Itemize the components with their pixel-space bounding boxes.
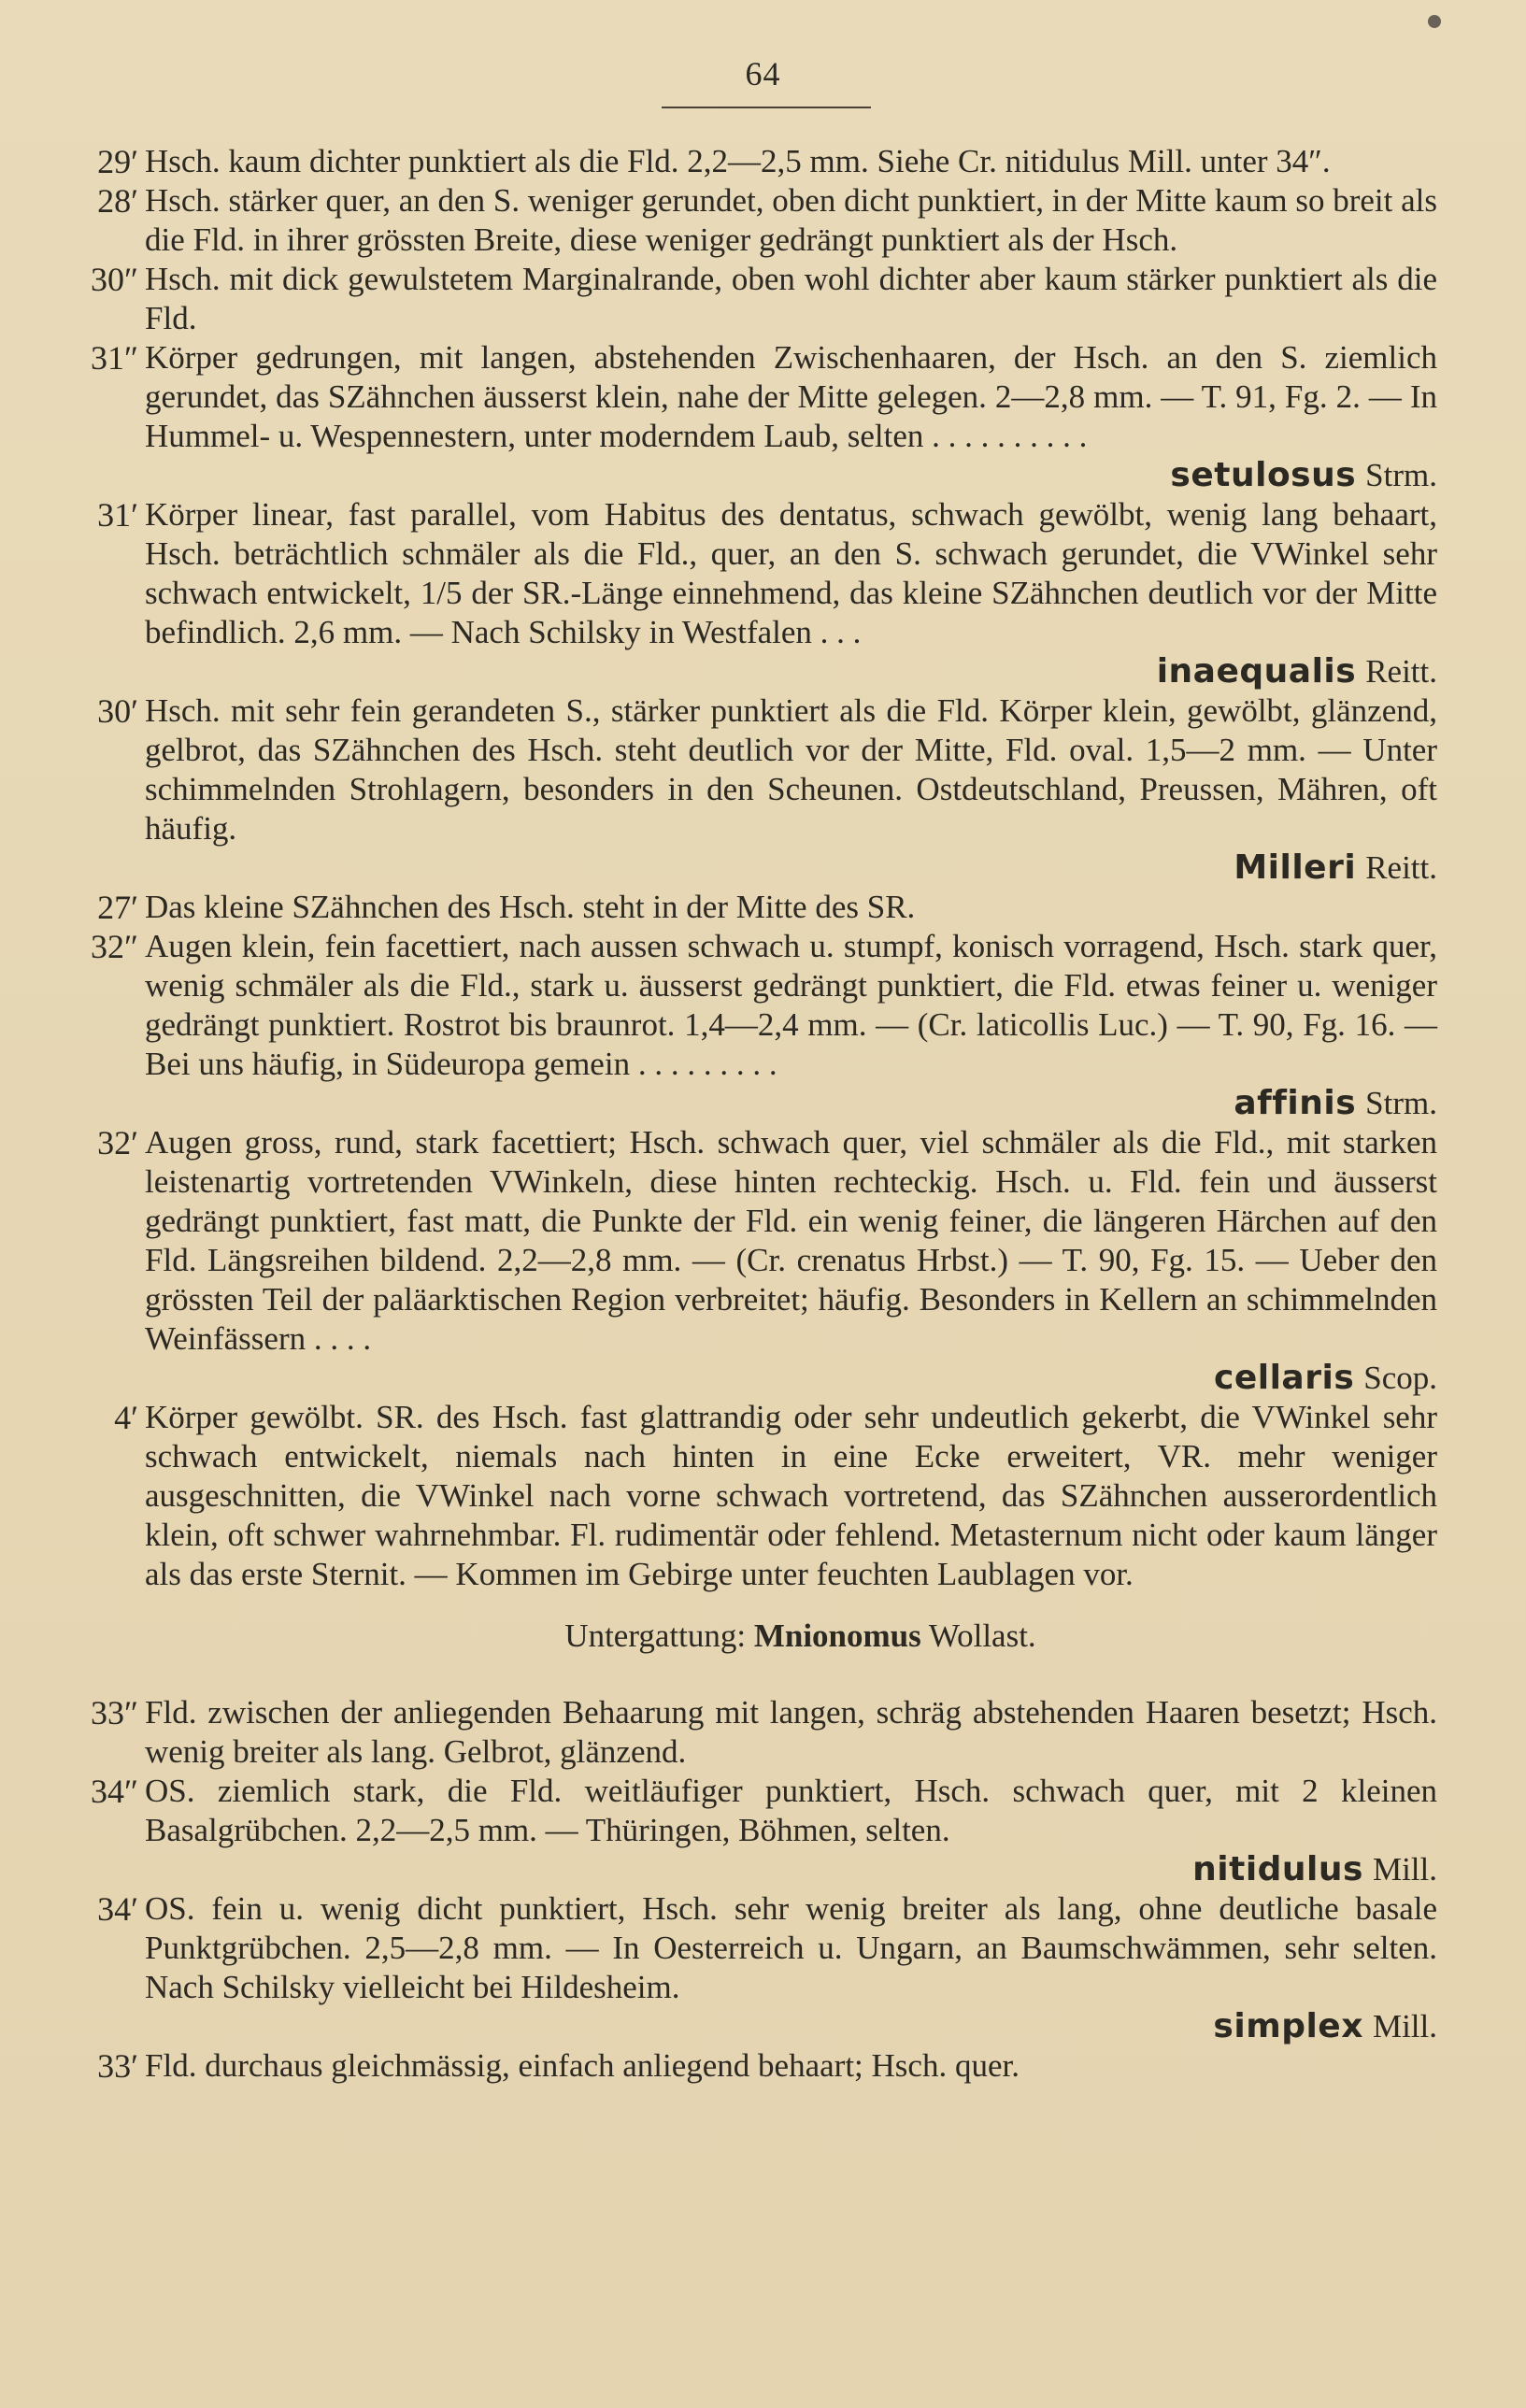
- entry-text: Hsch. mit sehr fein gerandeten S., stärker punktiert als die Fld. Körper klein, gewölbt, glänzend, gelbrot, das SZähnchen des Hsch. steht deutlich vor der Mitte, Fld. oval. 1,5—2 mm. — Unter schimmelnden Strohlagern, besonders in den Scheunen. Ostdeutschland, Preussen, Mähren, oft häufig.: [145, 692, 1437, 847]
- key-entry-34b: [97, 1889, 1437, 2046]
- ink-spot: [1428, 15, 1441, 28]
- species-line: [145, 1359, 1437, 1398]
- header-rule: [662, 107, 871, 108]
- species-author: Scop.: [1363, 1360, 1437, 1396]
- species-line: [145, 1850, 1437, 1889]
- entry-number: 27′: [97, 889, 138, 926]
- key-entry-4b: [114, 1398, 1437, 1594]
- entry-number: 4′: [114, 1399, 138, 1436]
- key-entry-31a: [91, 338, 1437, 495]
- entry-number: 31″: [91, 339, 138, 377]
- subgenus-label: Untergattung:: [564, 1617, 747, 1654]
- entry-text: Das kleine SZähnchen des Hsch. steht in der Mitte des SR.: [145, 889, 916, 925]
- subgenus-author: Wollast.: [928, 1617, 1036, 1654]
- species-author: Mill.: [1372, 2008, 1437, 2045]
- entry-number: 34″: [91, 1773, 138, 1810]
- entry-number: 30″: [91, 261, 138, 298]
- entry-number: 31′: [97, 496, 138, 534]
- species-author: Mill.: [1372, 1851, 1437, 1888]
- entry-text: Hsch. kaum dichter punktiert als die Fld. 2,2—2,5 mm. Siehe Cr. nitidulus Mill. unter 34″.: [145, 143, 1331, 179]
- entry-number: 28′: [97, 182, 138, 220]
- entry-text: Augen klein, fein facettiert, nach aussen schwach u. stumpf, konisch vorragend, Hsch. stark quer, wenig schmäler als die Fld., stark u. äusserst gedrängt punktiert, die Fld. etwas feiner u. weniger gedrängt punktiert. Rostrot bis braunrot. 1,4—2,4 mm. — (Cr. laticollis Luc.) — T. 90, Fg. 16. — Bei uns häufig, in Südeuropa gemein . . . . . . . . .: [145, 928, 1437, 1082]
- key-entry-28b: [97, 181, 1437, 260]
- entry-text: Fld. durchaus gleichmässig, einfach anliegend behaart; Hsch. quer.: [145, 2047, 1020, 2084]
- key-entry-27b: [97, 888, 1437, 927]
- key-entry-32b: [97, 1123, 1437, 1398]
- species-name: cellaris: [1214, 1359, 1355, 1397]
- entry-text: Körper linear, fast parallel, vom Habitus des dentatus, schwach gewölbt, wenig lang behaart, Hsch. beträchtlich schmäler als die Fld., quer, an den S. schwach gerundet, die VWinkel sehr schwach entwickelt, 1/5 der SR.-Länge einnehmend, das kleine SZähnchen deutlich vor der Mitte befindlich. 2,6 mm. — Nach Schilsky in Westfalen . . .: [145, 496, 1437, 650]
- entry-text: Hsch. mit dick gewulstetem Marginalrande, oben wohl dichter aber kaum stärker punktiert als die Fld.: [145, 261, 1437, 336]
- species-name: simplex: [1213, 2007, 1363, 2045]
- subgenus-name: Mnionomus: [753, 1617, 921, 1654]
- species-line: [145, 456, 1437, 495]
- species-name: nitidulus: [1192, 1850, 1363, 1888]
- entry-text: Körper gewölbt. SR. des Hsch. fast glattrandig oder sehr undeutlich gekerbt, die VWinkel sehr schwach entwickelt, niemals nach hinten in eine Ecke erweitert, VR. mehr weniger ausgeschnitten, die VWinkel nach vorne schwach vortretend, das SZähnchen ausserordentlich klein, oft schwer wahrnehmbar. Fl. rudimentär oder fehlend. Metasternum nicht oder kaum länger als das erste Sternit. — Kommen im Gebirge unter feuchten Laublagen vor.: [145, 1399, 1437, 1592]
- species-name: Milleri: [1234, 848, 1357, 887]
- key-entry-29b: [97, 142, 1437, 181]
- entry-number: 33′: [97, 2047, 138, 2085]
- page-number: 64: [745, 55, 781, 93]
- species-author: Strm.: [1365, 457, 1437, 493]
- key-entry-30a: [91, 260, 1437, 338]
- key-entry-32a: [91, 927, 1437, 1123]
- key-entry-31b: [97, 495, 1437, 691]
- species-author: Reitt.: [1365, 849, 1437, 886]
- entry-text: Fld. zwischen der anliegenden Behaarung mit langen, schräg abstehenden Haaren besetzt; Hsch. wenig breiter als lang. Gelbrot, glänzend.: [145, 1694, 1437, 1770]
- species-author: Reitt.: [1365, 653, 1437, 690]
- species-line: [145, 848, 1437, 888]
- entry-text: Augen gross, rund, stark facettiert; Hsch. schwach quer, viel schmäler als die Fld., mit starken leistenartig vortretenden VWinkeln, diese hinten rechteckig. Hsch. u. Fld. fein und äusserst gedrängt punktiert, fast matt, die Punkte der Fld. ein wenig feiner, die längeren Härchen auf den Fld. Längsreihen bildend. 2,2—2,8 mm. — (Cr. crenatus Hrbst.) — T. 90, Fg. 15. — Ueber den grössten Teil der paläarktischen Region verbreitet; häufig. Besonders in Kellern an schimmelnden Weinfässern . . . .: [145, 1124, 1437, 1357]
- entry-text: Hsch. stärker quer, an den S. weniger gerundet, oben dicht punktiert, in der Mitte kaum so breit als die Fld. in ihrer grössten Breite, diese weniger gedrängt punktiert als der Hsch.: [145, 182, 1437, 258]
- entry-number: 29′: [97, 143, 138, 180]
- species-line: [145, 2007, 1437, 2046]
- key-entry-34a: [91, 1772, 1437, 1889]
- species-name: affinis: [1234, 1084, 1357, 1122]
- key-content: [0, 142, 1526, 2086]
- entry-number: 30′: [97, 692, 138, 730]
- entry-text: OS. ziemlich stark, die Fld. weitläufiger punktiert, Hsch. schwach quer, mit 2 kleinen Basalgrübchen. 2,2—2,5 mm. — Thüringen, Böhmen, selten.: [145, 1773, 1437, 1848]
- entry-text: OS. fein u. wenig dicht punktiert, Hsch. sehr wenig breiter als lang, ohne deutliche basale Punktgrübchen. 2,5—2,8 mm. — In Oesterreich u. Ungarn, an Baumschwämmen, sehr selten. Nach Schilsky vielleicht bei Hildesheim.: [145, 1890, 1437, 2005]
- entry-number: 34′: [97, 1890, 138, 1928]
- species-name: setulosus: [1170, 456, 1357, 494]
- species-name: inaequalis: [1156, 652, 1357, 691]
- species-line: [145, 1084, 1437, 1123]
- key-entry-30b: [97, 691, 1437, 888]
- species-author: Strm.: [1365, 1085, 1437, 1121]
- subgenus-heading: [0, 1617, 1526, 1656]
- species-line: [145, 652, 1437, 691]
- entry-number: 33″: [91, 1694, 138, 1731]
- key-entry-33b: [97, 2046, 1437, 2086]
- entry-text: Körper gedrungen, mit langen, abstehenden Zwischenhaaren, der Hsch. an den S. ziemlich gerundet, das SZähnchen äusserst klein, nahe der Mitte gelegen. 2—2,8 mm. — T. 91, Fg. 2. — In Hummel- u. Wespennestern, unter moderndem Laub, selten . . . . . . . . . .: [145, 339, 1437, 454]
- entry-number: 32″: [91, 928, 138, 965]
- key-entry-33a: [91, 1693, 1437, 1772]
- entry-number: 32′: [97, 1124, 138, 1161]
